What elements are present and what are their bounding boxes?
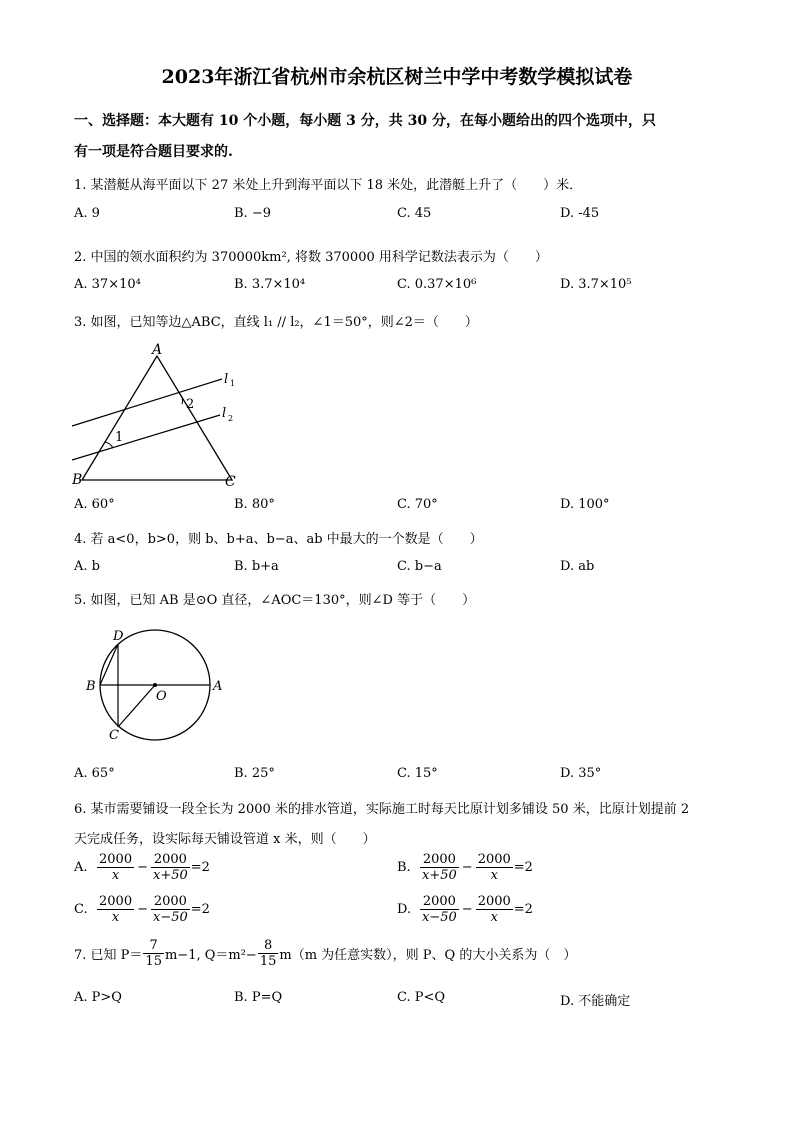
point-o-label: O xyxy=(156,689,167,704)
section-heading-line2: 有一项是符合题目要求的. xyxy=(74,144,233,160)
angle-2-label: 2 xyxy=(186,397,195,412)
q6-a-frac2: $\frac{2000}{x+50}$ xyxy=(153,852,188,883)
q5-option-a: A. 65° xyxy=(74,766,115,781)
q6-option-c: C. $\frac{2000}{x}$ − $\frac{2000}{x-50}$ =2 xyxy=(74,894,210,925)
q7-stem-mid: m−1, Q＝m²− xyxy=(164,948,257,963)
q5-option-b: B. 25° xyxy=(234,766,275,781)
q6-option-a-label: A. xyxy=(74,860,88,875)
center-point xyxy=(153,683,157,687)
q4-option-b: B. b+a xyxy=(234,559,279,574)
question-7-stem xyxy=(74,938,576,969)
question-1-stem: 1. 某潜艇从海平面以下 27 米处上升到海平面以下 18 米处，此潜艇上升了（ ）米． xyxy=(74,178,583,193)
q6-option-b: B. $\frac{2000}{x+50}$ − $\frac{2000}{x}$ =2 xyxy=(397,852,533,883)
q7-stem-post: m（m 为任意实数），则 P、Q 的大小关系为（ ） xyxy=(279,948,577,963)
q6-option-c-label: C. xyxy=(74,902,88,917)
q4-option-c: C. b−a xyxy=(397,559,442,574)
point-d-label: D xyxy=(113,629,124,644)
circle-figure xyxy=(80,624,230,749)
vertex-b-label: B xyxy=(72,472,83,488)
q2-option-a: A. 37×10⁴ xyxy=(74,277,141,292)
question-6-stem-line2: 天完成任务，设实际每天铺设管道 x 米，则（ ） xyxy=(74,832,376,847)
q7-stem-pre: 7. 已知 P＝ xyxy=(74,948,143,963)
q6-c-frac2: $\frac{2000}{x-50}$ xyxy=(153,894,188,925)
angle-1-label: 1 xyxy=(115,430,124,445)
point-a-label: A xyxy=(213,679,223,694)
angle-1-arc xyxy=(105,442,113,448)
q6-d-rhs: =2 xyxy=(513,902,533,917)
q6-a-frac1: $\frac{2000}{x}$ xyxy=(99,852,133,883)
line-l1 xyxy=(72,379,222,426)
line-l1-label: l xyxy=(224,372,229,387)
q2-option-c: C. 0.37×10⁶ xyxy=(397,277,477,292)
q7-frac2: $\frac{8}{15}$ xyxy=(259,938,277,969)
angle-2-arc xyxy=(179,393,183,404)
vertex-a-label: A xyxy=(152,342,163,358)
q6-a-rhs: =2 xyxy=(190,860,210,875)
question-5-stem: 5. 如图，已知 AB 是⊙O 直径，∠AOC＝130°，则∠D 等于（ ） xyxy=(74,593,476,608)
q1-option-c: C. 45 xyxy=(397,206,432,221)
question-4-stem: 4. 若 a<0，b>0，则 b、b+a、b−a、ab 中最大的一个数是（ ） xyxy=(74,532,483,547)
q5-option-d: D. 35° xyxy=(560,766,602,781)
line-l2-label: l xyxy=(222,406,227,421)
q7-frac1: $\frac{7}{15}$ xyxy=(145,938,162,969)
q6-d-frac2: $\frac{2000}{x}$ xyxy=(477,894,511,925)
q3-option-b: B. 80° xyxy=(234,497,275,512)
radius-oc xyxy=(118,685,155,727)
line-l2-subscript: 2 xyxy=(228,414,234,423)
q7-option-c: C. P<Q xyxy=(397,990,446,1005)
q3-option-a: A. 60° xyxy=(74,497,115,512)
chord-db xyxy=(100,644,118,685)
q1-option-d: D. -45 xyxy=(560,206,600,221)
line-l2 xyxy=(72,415,220,460)
q6-option-a: A. $\frac{2000}{x}$ − $\frac{2000}{x+50}$ =2 xyxy=(74,852,210,883)
q6-b-frac1: $\frac{2000}{x+50}$ xyxy=(422,852,457,883)
q5-option-c: C. 15° xyxy=(397,766,438,781)
q7-option-b: B. P=Q xyxy=(234,990,283,1005)
q7-option-d: D. 不能确定 xyxy=(560,994,631,1009)
page-title: 2023年浙江省杭州市余杭区树兰中学中考数学模拟试卷 xyxy=(161,66,633,88)
q3-option-c: C. 70° xyxy=(397,497,438,512)
vertex-c-label: C xyxy=(225,474,236,490)
point-c-label: C xyxy=(109,728,119,743)
q4-option-a: A. b xyxy=(74,559,100,574)
q6-b-rhs: =2 xyxy=(513,860,533,875)
question-2-stem: 2. 中国的领水面积约为 370000km², 将数 370000 用科学记数法表示为（ ） xyxy=(74,250,548,265)
q4-option-d: D. ab xyxy=(560,559,595,574)
q1-option-a: A. 9 xyxy=(74,206,100,221)
q1-option-b: B. −9 xyxy=(234,206,271,221)
q6-option-d-label: D. xyxy=(397,902,412,917)
question-6-stem-line1: 6. 某市需要铺设一段全长为 2000 米的排水管道，实际施工时每天比原计划多铺设 50 米，比原计划提前 2 xyxy=(74,802,690,817)
q7-option-a: A. P>Q xyxy=(74,990,122,1005)
q6-option-b-label: B. xyxy=(397,860,411,875)
line-l1-subscript: 1 xyxy=(230,379,236,388)
q2-option-b: B. 3.7×10⁴ xyxy=(234,277,306,292)
q6-b-frac2: $\frac{2000}{x}$ xyxy=(477,852,511,883)
section-heading-line1: 一、选择题：本大题有 10 个小题，每小题 3 分，共 30 分，在每小题给出的四个选项中，只 xyxy=(74,113,656,129)
q6-c-rhs: =2 xyxy=(190,902,210,917)
q6-option-d: D. $\frac{2000}{x-50}$ − $\frac{2000}{x}$ =2 xyxy=(397,894,533,925)
question-3-stem: 3. 如图，已知等边△ABC，直线 l₁ // l₂，∠1＝50°，则∠2＝（ ） xyxy=(74,315,478,330)
point-b-label: B xyxy=(86,679,96,694)
q6-d-frac1: $\frac{2000}{x-50}$ xyxy=(422,894,457,925)
q3-option-d: D. 100° xyxy=(560,497,610,512)
triangle-figure xyxy=(62,338,252,490)
q2-option-d: D. 3.7×10⁵ xyxy=(560,277,632,292)
q6-c-frac1: $\frac{2000}{x}$ xyxy=(99,894,133,925)
